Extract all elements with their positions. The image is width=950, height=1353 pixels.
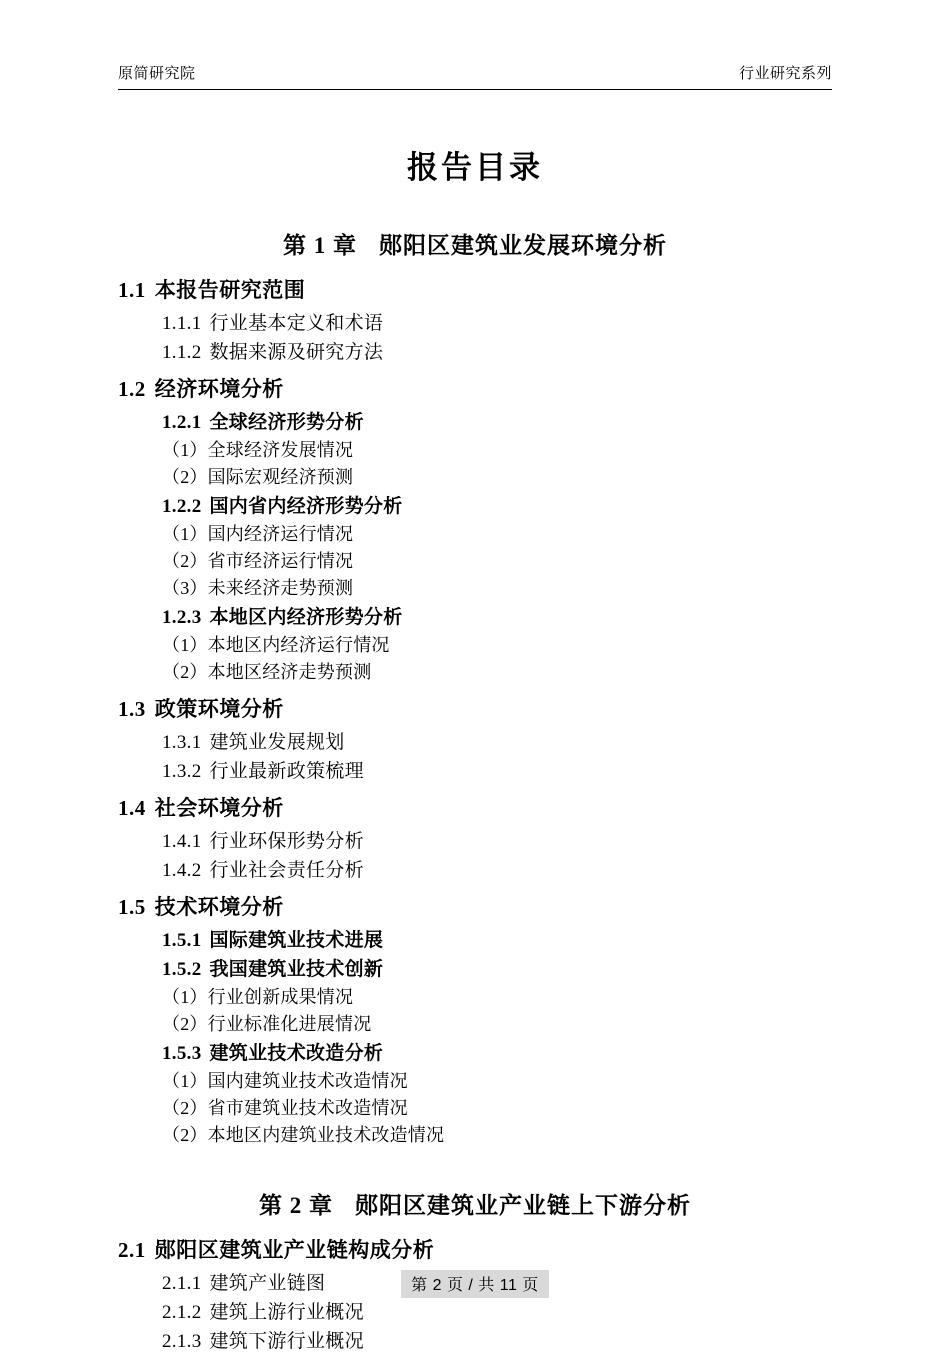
toc-entry-number: 1.1.1 <box>162 313 202 334</box>
toc-entry-number: 1.4.1 <box>162 831 202 852</box>
toc-entry-label: 行业基本定义和术语 <box>209 313 384 334</box>
toc-entry-number: 2.1 <box>118 1238 146 1262</box>
toc-entry-number: 1.5.1 <box>162 930 202 951</box>
toc-entry[interactable] <box>162 308 832 335</box>
toc-entry-number: 1.3.2 <box>162 761 202 782</box>
toc-entry-number: 1.4.2 <box>162 860 202 881</box>
header-right-text: 行业研究系列 <box>738 65 832 82</box>
toc-entry[interactable]: （2）省市建筑业技术改造情况 <box>162 1098 408 1118</box>
toc-entry[interactable]: （2）国际宏观经济预测 <box>162 467 354 487</box>
toc-entry[interactable] <box>162 826 832 853</box>
toc-entry-label: 技术环境分析 <box>154 895 284 919</box>
header-left-text: 原简研究院 <box>118 65 196 82</box>
toc-entry-number: 1.1 <box>118 278 146 302</box>
toc-entry[interactable]: （1）全球经济发展情况 <box>162 440 354 460</box>
toc-entry-number: 1.3 <box>118 697 146 721</box>
toc-entry[interactable]: （1）国内经济运行情况 <box>162 524 354 544</box>
toc-entry[interactable] <box>162 602 832 629</box>
toc-entry[interactable] <box>162 491 832 518</box>
toc-entry[interactable]: （2）本地区经济走势预测 <box>162 662 372 682</box>
toc-entry[interactable]: （3）未来经济走势预测 <box>162 578 354 598</box>
toc-entry[interactable] <box>162 337 832 364</box>
chapter-number-2: 第 2 章 <box>259 1193 333 1218</box>
toc-entry[interactable] <box>118 373 832 403</box>
chapter-number-1: 第 1 章 <box>283 233 357 258</box>
toc-entry-label: 郧阳区建筑业产业链构成分析 <box>154 1238 435 1262</box>
toc-entry[interactable]: （2）本地区内建筑业技术改造情况 <box>162 1125 445 1145</box>
toc-entry-number: 2.1.1 <box>162 1273 202 1294</box>
page-footer <box>0 1270 950 1298</box>
toc-entry-label: 经济环境分析 <box>154 377 284 401</box>
toc-entry[interactable]: （2）省市经济运行情况 <box>162 551 354 571</box>
toc-entry-label: 建筑下游行业概况 <box>209 1331 364 1352</box>
toc-entry-number: 1.3.1 <box>162 732 202 753</box>
toc-entry-label: 建筑上游行业概况 <box>209 1302 364 1323</box>
chapter-heading-2 <box>118 1187 832 1220</box>
toc-entry-number: 1.2.2 <box>162 496 202 517</box>
toc-entry[interactable] <box>118 891 832 921</box>
toc-entry-label: 国际建筑业技术进展 <box>209 930 384 951</box>
toc-entry-label: 政策环境分析 <box>154 697 284 721</box>
toc-entry-label: 行业环保形势分析 <box>209 831 364 852</box>
toc-entry-number: 1.2.3 <box>162 607 202 628</box>
toc-entry[interactable] <box>162 925 832 952</box>
page-number: 第 2 页 / 共 11 页 <box>401 1270 549 1298</box>
toc-entry-label: 建筑业技术改造分析 <box>209 1043 384 1064</box>
toc-entry[interactable] <box>118 274 832 304</box>
toc-entry-label: 社会环境分析 <box>154 796 284 820</box>
chapter-heading-1 <box>118 227 832 260</box>
toc-entry[interactable]: （1）国内建筑业技术改造情况 <box>162 1071 408 1091</box>
toc-entry-number: 1.5 <box>118 895 146 919</box>
toc-entry[interactable]: （1）行业创新成果情况 <box>162 987 354 1007</box>
toc-entry-number: 2.1.2 <box>162 1302 202 1323</box>
toc-entry[interactable] <box>162 1297 832 1324</box>
toc-entry-label: 本地区内经济形势分析 <box>209 607 403 628</box>
chapter-label-2: 郧阳区建筑业产业链上下游分析 <box>355 1193 691 1218</box>
chapter-label-1: 郧阳区建筑业发展环境分析 <box>379 233 667 258</box>
toc-entry[interactable] <box>118 792 832 822</box>
page-header <box>118 62 832 90</box>
toc-entry[interactable]: （1）本地区内经济运行情况 <box>162 635 390 655</box>
toc-entry[interactable] <box>162 407 832 434</box>
toc-entry[interactable] <box>162 756 832 783</box>
toc-entry[interactable] <box>162 855 832 882</box>
toc-entry-number: 1.2 <box>118 377 146 401</box>
toc-entry-number: 1.1.2 <box>162 342 202 363</box>
toc-entry-label: 建筑产业链图 <box>209 1273 326 1294</box>
toc-entry[interactable] <box>162 1326 832 1353</box>
toc-entry-label: 建筑业发展规划 <box>209 732 345 753</box>
toc-entry-label: 本报告研究范围 <box>154 278 306 302</box>
toc-entry-label: 行业最新政策梳理 <box>209 761 364 782</box>
toc-entry-number: 1.5.3 <box>162 1043 202 1064</box>
toc-entry[interactable] <box>162 954 832 981</box>
toc-entry[interactable] <box>162 727 832 754</box>
toc-entry[interactable] <box>118 693 832 723</box>
toc-entry[interactable] <box>118 1234 832 1264</box>
toc-entry-label: 国内省内经济形势分析 <box>209 496 403 517</box>
toc-entry-label: 我国建筑业技术创新 <box>209 959 384 980</box>
toc-entry-label: 数据来源及研究方法 <box>209 342 384 363</box>
toc-entry[interactable] <box>162 1038 832 1065</box>
page-title: 报告目录 <box>407 150 543 185</box>
toc-entry-number: 1.2.1 <box>162 412 202 433</box>
toc-entry[interactable]: （2）行业标准化进展情况 <box>162 1014 372 1034</box>
toc-entry-label: 全球经济形势分析 <box>209 412 364 433</box>
toc-entry-number: 1.4 <box>118 796 146 820</box>
toc-entry-number: 1.5.2 <box>162 959 202 980</box>
toc-entry-label: 行业社会责任分析 <box>209 860 364 881</box>
toc-entry-number: 2.1.3 <box>162 1331 202 1352</box>
